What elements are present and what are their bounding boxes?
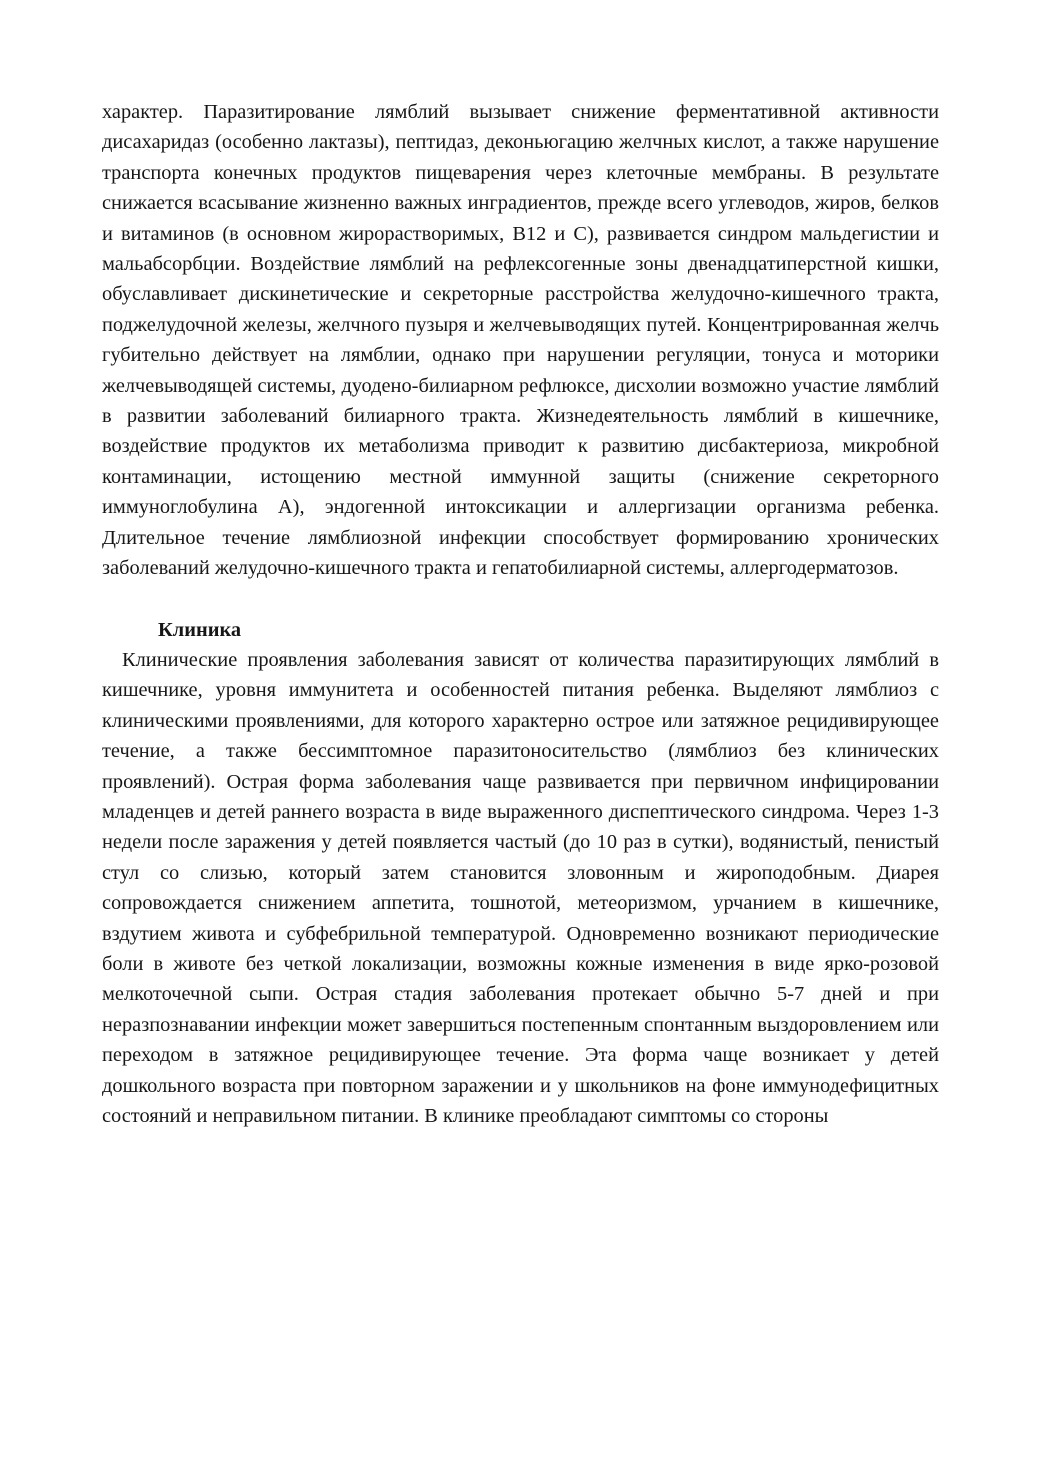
document-page (102, 97, 939, 1131)
section-heading-clinic: Клиника (158, 618, 242, 641)
body-paragraph-pathogenesis: характер. Паразитирование лямблий вызывает снижение ферментативной активности дисахаридаз (особенно лактазы), пептидаз, деконьюгацию желчных кислот, а также нарушение транспорта конечных продуктов пищеварения через клеточные мембраны. В результате снижается всасывание жизненно важных ингрaдиентов, прежде всего углеводов, жиров, белков и витаминов (в основном жирорастворимых, B12 и C), развивается синдром мальдегистии и мальабсорбции. Воздействие лямблий на рефлексогенные зоны двенадцатиперстной кишки, обуславливает дискинетические и секреторные расстройства желудочно-кишечного тракта, поджелудочной железы, желчного пузыря и желчевыводящих путей. Концентрированная желчь губительно действует на лямблии, однако при нарушении регуляции, тонуса и моторики желчевыводящей системы, дуодено-билиарном рефлюксе, дисхолии возможно участие лямблий в развитии заболеваний билиарного тракта. Жизнедеятельность лямблий в кишечнике, воздействие продуктов их метаболизма приводит к развитию дисбактериоза, микробной контаминации, истощению местной иммунной защиты (снижение секреторного иммуноглобулина А), эндогенной интоксикации и аллергизации организма ребенка. Длительное течение лямблиозной инфекции способствует формированию хронических заболеваний желудочно-кишечного тракта и гепатобилиарной системы, аллергодерматозов. (102, 101, 939, 580)
body-paragraph-clinic: Клинические проявления заболевания зависят от количества паразитирующих лямблий в кишечнике, уровня иммунитета и особенностей питания ребенка. Выделяют лямблиоз с клиническими проявлениями, для которого характерно острое или затяжное рецидивирующее течение, а также бессимптомное паразитоносительство (лямблиоз без клинических проявлений). Острая форма заболевания чаще развивается при первичном инфицировании младенцев и детей раннего возраста в виде выраженного диспептического синдрома. Через 1-3 недели после заражения у детей появляется частый (до 10 раз в сутки), водянистый, пенистый стул со слизью, который затем становится зловонным и жироподобным. Диарея сопровождается снижением аппетита, тошнотой, метеоризмом, урчанием в кишечнике, вздутием живота и субфебрильной температурой. Одновременно возникают периодические боли в животе без четкой локализации, возможны кожные изменения в виде ярко-розовой мелкоточечной сыпи. Острая стадия заболевания протекает обычно 5-7 дней и при неразпознавании инфекции может завершиться постепенным спонтанным выздоровлением или переходом в затяжное рецидивирующее течение. Эта форма чаще возникает у детей дошкольного возраста при повторном заражении и у школьников на фоне иммунодефицитных состояний и неправильном питании. В клинике преобладают симптомы со стороны (102, 648, 939, 1127)
